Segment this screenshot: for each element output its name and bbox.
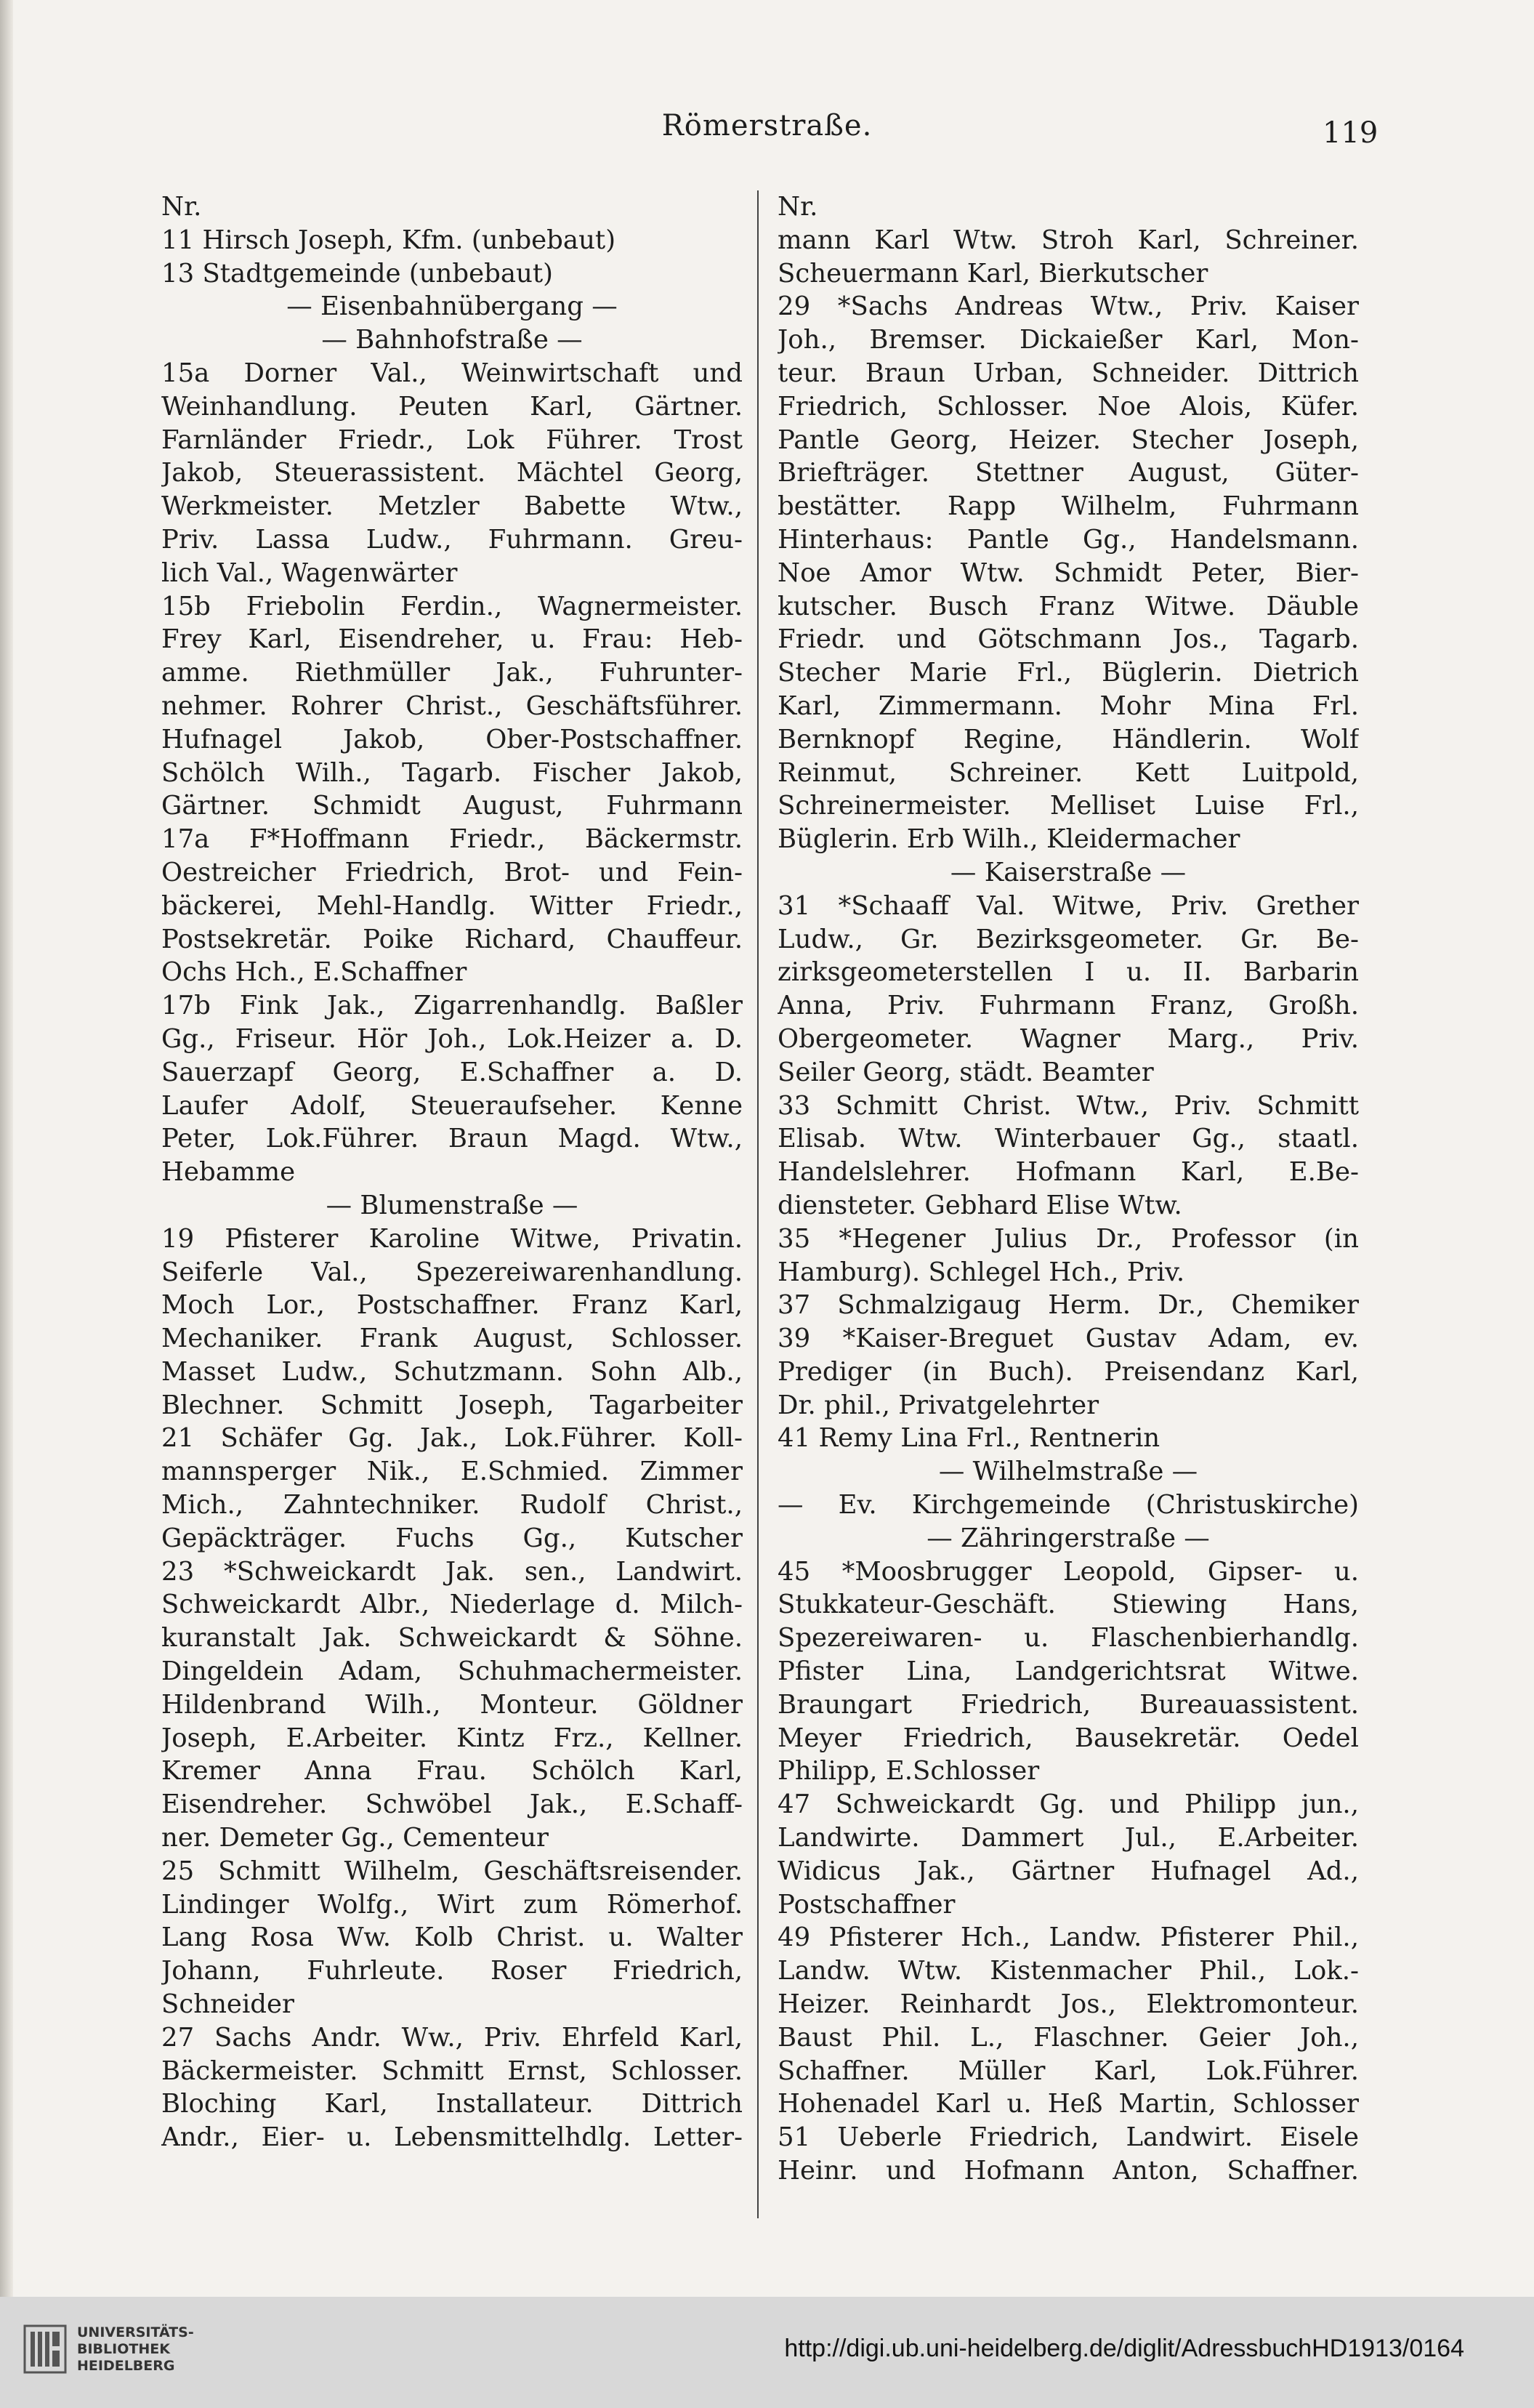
directory-line: ner. Demeter Gg., Cementeur	[161, 1823, 549, 1853]
right-column	[778, 190, 1359, 2188]
directory-line: Johann, Fuhrleute. Roser Friedrich,	[161, 1956, 743, 1986]
directory-line: — Eisenbahnübergang —	[286, 291, 618, 322]
directory-line: Braungart Friedrich, Bureauassistent.	[778, 1689, 1359, 1720]
directory-line: Andr., Eier- u. Lebensmittelhdlg. Letter-	[161, 2122, 743, 2153]
directory-line: Joh., Bremser. Dickaießer Karl, Mon-	[778, 325, 1359, 355]
directory-line: 35 *Hegener Julius Dr., Professor (in	[778, 1223, 1359, 1254]
directory-line: Scheuermann Karl, Bierkutscher	[778, 258, 1208, 289]
page-edge-shadow	[0, 0, 13, 2297]
directory-line: Landw. Wtw. Kistenmacher Phil., Lok.-	[778, 1956, 1359, 1986]
directory-line: Bäckermeister. Schmitt Ernst, Schlosser.	[161, 2055, 743, 2086]
directory-line: Oestreicher Friedrich, Brot- und Fein-	[161, 857, 743, 887]
directory-line: Weinhandlung. Peuten Karl, Gärtner.	[161, 391, 743, 422]
directory-line: Ochs Hch., E.Schaffner	[161, 957, 467, 988]
directory-line: Masset Ludw., Schutzmann. Sohn Alb.,	[161, 1356, 743, 1387]
directory-line: teur. Braun Urban, Schneider. Dittrich	[778, 358, 1359, 388]
directory-line: 19 Pfisterer Karoline Witwe, Privatin.	[161, 1223, 743, 1254]
directory-line: Hufnagel Jakob, Ober-Postschaffner.	[161, 724, 743, 754]
directory-line: Nr.	[161, 192, 202, 222]
directory-line: Stukkateur-Geschäft. Stiewing Hans,	[778, 1590, 1359, 1620]
directory-line: Schreinermeister. Melliset Luise Frl.,	[778, 791, 1359, 821]
directory-line: Obergeometer. Wagner Marg., Priv.	[778, 1023, 1359, 1054]
logo-line: HEIDELBERG	[77, 2358, 175, 2374]
directory-line: Sauerzapf Georg, E.Schaffner a. D.	[161, 1057, 743, 1087]
directory-line: Lindinger Wolfg., Wirt zum Römerhof.	[161, 1889, 743, 1920]
directory-line: — Kaiserstraße —	[950, 857, 1187, 887]
directory-line: Hildenbrand Wilh., Monteur. Göldner	[161, 1689, 743, 1720]
directory-line: Briefträger. Stettner August, Güter-	[778, 458, 1359, 488]
directory-line: Mechaniker. Frank August, Schlosser.	[161, 1324, 743, 1354]
directory-line: Seiferle Val., Spezereiwarenhandlung.	[161, 1257, 743, 1287]
directory-line: Friedrich, Schlosser. Noe Alois, Küfer.	[778, 391, 1359, 422]
directory-line: 31 *Schaaff Val. Witwe, Priv. Grether	[778, 890, 1359, 921]
directory-line: 37 Schmalzigaug Herm. Dr., Chemiker	[778, 1290, 1359, 1321]
directory-line: Hinterhaus: Pantle Gg., Handelsmann.	[778, 524, 1359, 555]
directory-line: Schölch Wilh., Tagarb. Fischer Jakob,	[161, 757, 743, 788]
directory-line: Landwirte. Dammert Jul., E.Arbeiter.	[778, 1823, 1359, 1853]
directory-line: Gepäckträger. Fuchs Gg., Kutscher	[161, 1523, 743, 1553]
directory-line: kutscher. Busch Franz Witwe. Däuble	[778, 591, 1359, 621]
directory-line: Blechner. Schmitt Joseph, Tagarbeiter	[161, 1390, 743, 1420]
directory-line: Pantle Georg, Heizer. Stecher Joseph,	[778, 424, 1359, 455]
directory-line: mann Karl Wtw. Stroh Karl, Schreiner.	[778, 225, 1359, 255]
source-url-link[interactable]: http://digi.ub.uni-heidelberg.de/diglit/AdressbuchHD1913/0164	[784, 2335, 1464, 2362]
directory-line: Eisendreher. Schwöbel Jak., E.Schaff-	[161, 1789, 743, 1820]
directory-line: Hamburg). Schlegel Hch., Priv.	[778, 1257, 1185, 1287]
directory-line: — Blumenstraße —	[326, 1190, 578, 1220]
running-title: Römerstraße.	[661, 109, 873, 142]
directory-line: 41 Remy Lina Frl., Rentnerin	[778, 1423, 1160, 1454]
directory-line: 17a F*Hoffmann Friedr., Bäckermstr.	[161, 824, 743, 855]
directory-line: Joseph, E.Arbeiter. Kintz Frz., Kellner.	[161, 1723, 743, 1753]
left-column	[161, 190, 743, 2154]
viewer-footer	[0, 2297, 1534, 2408]
directory-line: 29 *Sachs Andreas Wtw., Priv. Kaiser	[778, 291, 1359, 322]
directory-line: Gärtner. Schmidt August, Fuhrmann	[161, 791, 743, 821]
directory-line: Stecher Marie Frl., Büglerin. Dietrich	[778, 658, 1359, 688]
directory-line: bestätter. Rapp Wilhelm, Fuhrmann	[778, 491, 1359, 522]
directory-line: zirksgeometerstellen I u. II. Barbarin	[778, 957, 1359, 988]
directory-line: 11 Hirsch Joseph, Kfm. (unbebaut)	[161, 225, 616, 255]
directory-line: 45 *Moosbrugger Leopold, Gipser- u.	[778, 1556, 1359, 1587]
directory-line: kuranstalt Jak. Schweickardt & Söhne.	[161, 1623, 743, 1654]
directory-line: 49 Pfisterer Hch., Landw. Pfisterer Phil.,	[778, 1922, 1359, 1953]
directory-line: Philipp, E.Schlosser	[778, 1756, 1040, 1787]
directory-line: Lang Rosa Ww. Kolb Christ. u. Walter	[161, 1922, 743, 1953]
directory-line: 13 Stadtgemeinde (unbebaut)	[161, 258, 554, 289]
directory-line: Jakob, Steuerassistent. Mächtel Georg,	[161, 458, 743, 488]
directory-line: Postschaffner	[778, 1889, 956, 1920]
directory-line: — Wilhelmstraße —	[938, 1457, 1198, 1487]
directory-line: Schaffner. Müller Karl, Lok.Führer.	[778, 2055, 1359, 2086]
directory-line: lich Val., Wagenwärter	[161, 557, 458, 588]
logo-line: UNIVERSITÄTS-	[77, 2324, 194, 2340]
directory-line: bäckerei, Mehl-Handlg. Witter Friedr.,	[161, 890, 743, 921]
directory-line: Widicus Jak., Gärtner Hufnagel Ad.,	[778, 1856, 1359, 1886]
logo-line: BIBLIOTHEK	[77, 2341, 170, 2357]
directory-line: 39 *Kaiser-Breguet Gustav Adam, ev.	[778, 1324, 1359, 1354]
directory-line: Laufer Adolf, Steueraufseher. Kenne	[161, 1090, 743, 1121]
directory-line: 47 Schweickardt Gg. und Philipp jun.,	[778, 1789, 1359, 1820]
directory-line: 15a Dorner Val., Weinwirtschaft und	[161, 358, 743, 388]
directory-line: — Zähringerstraße —	[927, 1523, 1210, 1553]
column-divider	[757, 190, 759, 2218]
directory-line: Karl, Zimmermann. Mohr Mina Frl.	[778, 690, 1359, 721]
directory-line: Schweickardt Albr., Niederlage d. Milch-	[161, 1590, 743, 1620]
directory-line: 25 Schmitt Wilhelm, Geschäftsreisender.	[161, 1856, 743, 1886]
directory-line: Elisab. Wtw. Winterbauer Gg., staatl.	[778, 1124, 1359, 1154]
page-number: 119	[1323, 116, 1378, 150]
directory-line: diensteter. Gebhard Elise Wtw.	[778, 1190, 1182, 1220]
directory-line: Prediger (in Buch). Preisendanz Karl,	[778, 1356, 1359, 1387]
directory-line: 51 Ueberle Friedrich, Landwirt. Eisele	[778, 2122, 1359, 2153]
library-logo-text	[77, 2324, 194, 2375]
directory-line: 23 *Schweickardt Jak. sen., Landwirt.	[161, 1556, 743, 1587]
directory-line: Heizer. Reinhardt Jos., Elektromonteur.	[778, 1989, 1359, 2020]
directory-line: Reinmut, Schreiner. Kett Luitpold,	[778, 757, 1359, 788]
directory-line: Gg., Friseur. Hör Joh., Lok.Heizer a. D.	[161, 1023, 743, 1054]
directory-line: Dingeldein Adam, Schuhmachermeister.	[161, 1656, 743, 1687]
directory-line: — Ev. Kirchgemeinde (Christuskirche)	[778, 1490, 1359, 1521]
directory-line: Handelslehrer. Hofmann Karl, E.Be-	[778, 1157, 1359, 1188]
directory-line: Schneider	[161, 1989, 294, 2020]
directory-line: Pfister Lina, Landgerichtsrat Witwe.	[778, 1656, 1359, 1687]
directory-line: Dr. phil., Privatgelehrter	[778, 1390, 1099, 1420]
directory-line: 21 Schäfer Gg. Jak., Lok.Führer. Koll-	[161, 1423, 743, 1454]
directory-line: Hohenadel Karl u. Heß Martin, Schlosser	[778, 2089, 1359, 2119]
directory-line: Nr.	[778, 192, 818, 222]
directory-line: — Bahnhofstraße —	[321, 325, 583, 355]
directory-line: Meyer Friedrich, Bausekretär. Oedel	[778, 1723, 1359, 1753]
directory-line: Baust Phil. L., Flaschner. Geier Joh.,	[778, 2022, 1359, 2053]
directory-line: Kremer Anna Frau. Schölch Karl,	[161, 1756, 743, 1787]
directory-line: Ludw., Gr. Bezirksgeometer. Gr. Be-	[778, 924, 1359, 954]
library-logo-icon	[23, 2324, 67, 2374]
directory-line: Spezereiwaren- u. Flaschenbierhandlg.	[778, 1623, 1359, 1654]
directory-line: 33 Schmitt Christ. Wtw., Priv. Schmitt	[778, 1090, 1359, 1121]
directory-line: Büglerin. Erb Wilh., Kleidermacher	[778, 824, 1240, 855]
directory-line: Peter, Lok.Führer. Braun Magd. Wtw.,	[161, 1124, 743, 1154]
directory-line: Postsekretär. Poike Richard, Chauffeur.	[161, 924, 743, 954]
directory-line: 17b Fink Jak., Zigarrenhandlg. Baßler	[161, 991, 743, 1021]
directory-line: Priv. Lassa Ludw., Fuhrmann. Greu-	[161, 524, 743, 555]
directory-line: mannsperger Nik., E.Schmied. Zimmer	[161, 1457, 743, 1487]
directory-line: 27 Sachs Andr. Ww., Priv. Ehrfeld Karl,	[161, 2022, 743, 2053]
directory-line: Mich., Zahntechniker. Rudolf Christ.,	[161, 1490, 743, 1521]
directory-line: 15b Friebolin Ferdin., Wagnermeister.	[161, 591, 743, 621]
directory-line: Seiler Georg, städt. Beamter	[778, 1057, 1154, 1087]
directory-line: Hebamme	[161, 1157, 296, 1188]
directory-line: nehmer. Rohrer Christ., Geschäftsführer.	[161, 690, 743, 721]
directory-line: Heinr. und Hofmann Anton, Schaffner.	[778, 2156, 1359, 2186]
directory-line: amme. Riethmüller Jak., Fuhrunter-	[161, 658, 743, 688]
directory-line: Werkmeister. Metzler Babette Wtw.,	[161, 491, 743, 522]
directory-line: Bernknopf Regine, Händlerin. Wolf	[778, 724, 1359, 754]
directory-line: Moch Lor., Postschaffner. Franz Karl,	[161, 1290, 743, 1321]
directory-line: Bloching Karl, Installateur. Dittrich	[161, 2089, 743, 2119]
directory-line: Farnländer Friedr., Lok Führer. Trost	[161, 424, 743, 455]
directory-line: Noe Amor Wtw. Schmidt Peter, Bier-	[778, 557, 1359, 588]
directory-line: Frey Karl, Eisendreher, u. Frau: Heb-	[161, 624, 743, 655]
directory-line: Anna, Priv. Fuhrmann Franz, Großh.	[778, 991, 1359, 1021]
directory-line: Friedr. und Götschmann Jos., Tagarb.	[778, 624, 1359, 655]
